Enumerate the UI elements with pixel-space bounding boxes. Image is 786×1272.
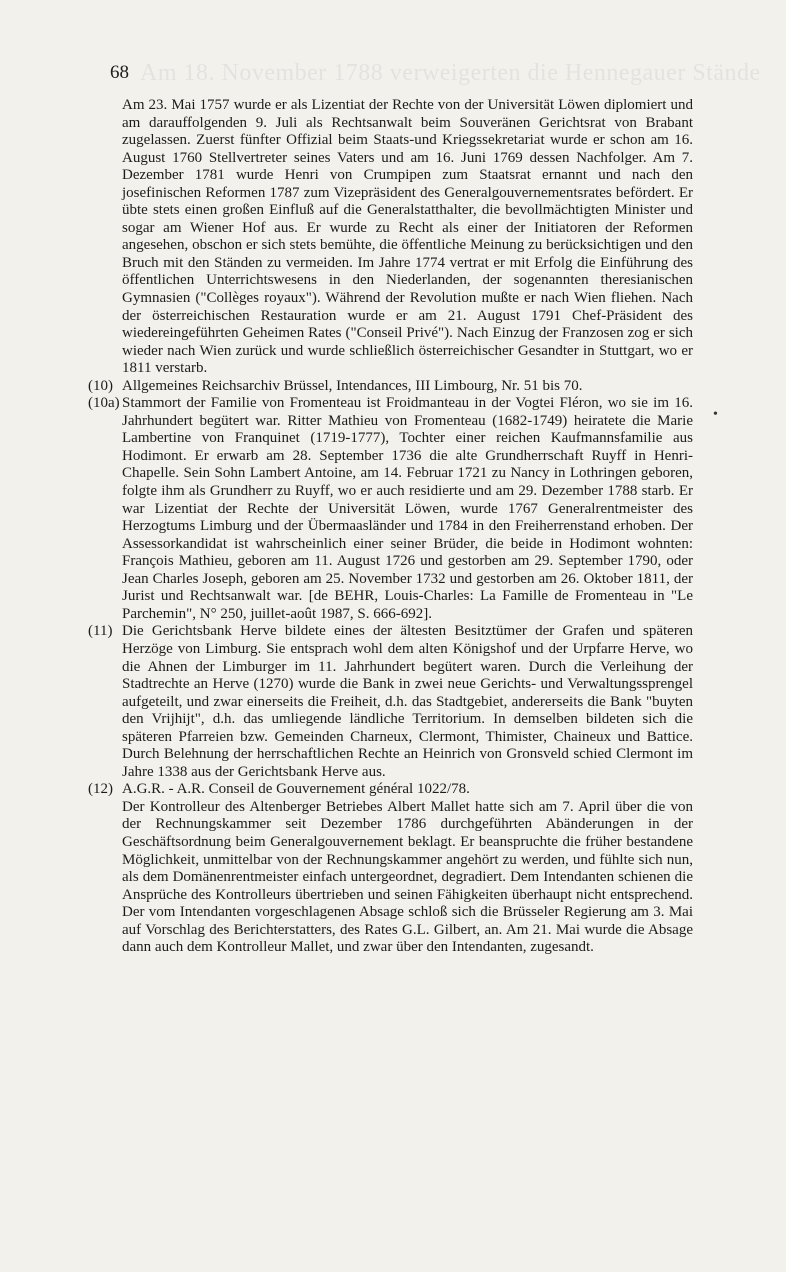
footnote-label: (10a) — [88, 395, 120, 412]
footnote-source: A.G.R. - A.R. Conseil de Gouvernement général 1022/78. — [122, 781, 470, 798]
footnote-label: (12) — [88, 781, 113, 798]
footnote-text: Stammort der Familie von Fromenteau ist Froidmanteau in der Vogtei Fléron, wo sie im 16. Jahrhundert begütert war. Ritter Mathieu von Fromenteau (1682-1749) heiratete die Marie Lambertine von Franquinet (1719-1777), Tochter einer reichen Kaufmannsfamilie aus Hodimont. Er erwarb am 28. September 1736 die alte Grundherrschaft Ruyff in Henri-Chapelle. Sein Sohn Lambert Antoine, am 14. Februar 1721 zu Nancy in Lothringen geboren, folgte ihm als Grundherr zu Ruyff, wo er auch residierte und am 29. Dezember 1788 starb. Er war Lizentiat der Rechte der Universität Löwen, wurde 1767 Generalrentmeister des Herzogtums Limburg und der Übermaasländer und 1784 in den Freiherrenstand erhoben. Der Assessorkandidat ist wahrscheinlich einer seiner Brüder, die beide in Hodimont wohnten: François Mathieu, geboren am 11. August 1726 und gestorben am 29. September 1790, oder Jean Charles Joseph, geboren am 25. November 1732 und gestorben am 26. Oktober 1811, der Jurist und Rechtsanwalt war. [de BEHR, Louis-Charles: La Famille de Fromenteau in "Le Parchemin", N° 250, juillet-août 1987, S. 666-692]. — [122, 395, 693, 622]
footnote-10 — [88, 378, 693, 396]
footnote-10a — [88, 395, 693, 623]
footnote-12 — [88, 781, 693, 956]
margin-dot: • — [713, 407, 718, 422]
bleed-through-text: Am 18. November 1788 verweigerten die Hennegauer Stände — [140, 60, 761, 86]
footnote-text: Allgemeines Reichsarchiv Brüssel, Intendances, III Limbourg, Nr. 51 bis 70. — [122, 377, 583, 394]
footnote-text: Der Kontrolleur des Altenberger Betriebes Albert Mallet hatte sich am 7. April über die von der Rechnungskammer seit Dezember 1786 durchgeführten Abänderungen in der Geschäftsordnung beim Generalgouvernement beklagt. Er beanspruchte die früher bestandene Möglichkeit, unmittelbar von der Rechnungskammer angehört zu werden, und fühlte sich nun, als dem Domänenrentmeister einfach untergeordnet, degradiert. Dem Intendanten schienen die Ansprüche des Kontrolleurs übertrieben und seinen Fähigkeiten überhaupt nicht entsprechend. Der vom Intendanten vorgeschlagenen Absage schloß sich die Brüsseler Regierung am 3. Mai auf Vorschlag des Berichterstatters, des Rates G.L. Gilbert, an. Am 21. Mai wurde die Absage dann auch dem Kontrolleur Mallet, und zwar über den Intendanten, zugesandt. — [122, 798, 693, 956]
page-number: 68 — [110, 62, 129, 83]
intro-paragraph: Am 23. Mai 1757 wurde er als Lizentiat der Rechte von der Universität Löwen diplomiert und am darauffolgenden 9. Juli als Rechtsanwalt beim Souveränen Gerichtsrat von Brabant zugelassen. Zuerst fünfter Offizial beim Staats-und Kriegssekretariat wurde er schon am 16. August 1760 Stellvertreter seines Vaters und am 16. Juni 1769 dessen Nachfolger. Am 7. Dezember 1781 wurde Henri von Crumpipen zum Staatsrat ernannt und nach den josefinischen Reformen 1787 zum Vizepräsident des Generalgouvernementsrates befördert. Er übte stets einen großen Einfluß auf die Generalstatthalter, die bevollmächtigten Minister und sogar am Wiener Hof aus. Er wurde zu Recht als einer der Initiatoren der Reformen angesehen, obschon er sich stets bemühte, die öffentliche Meinung zu berücksichtigen und den Bruch mit den Ständen zu vermeiden. Im Jahre 1774 vertrat er mit Erfolg die Einführung des öffentlichen Unterrichtswesens in den Niederlanden, der sogenannten theresianischen Gymnasien ("Collèges royaux"). Während der Revolution mußte er nach Wien fliehen. Nach der österreichischen Restauration wurde er am 21. August 1791 Chef-Präsident des wiedereingeführten Geheimen Rates ("Conseil Privé"). Nach Einzug der Franzosen zog er sich wieder nach Wien zurück und wurde schließlich österreichischer Gesandter in Stuttgart, wo er 1811 verstarb. — [122, 97, 693, 377]
footnote-text: Die Gerichtsbank Herve bildete eines der ältesten Besitztümer der Grafen und späteren Herzöge von Limburg. Sie entsprach wohl dem alten Königshof und der Urpfarre Herve, wo die Ahnen der Limburger im 11. Jahrhundert begütert waren. Durch die Verleihung der Stadtrechte an Herve (1270) wurde die Bank in zwei neue Gerichts- und Verwaltungssprengel aufgeteilt, und zwar einerseits die Freiheit, d.h. das Stadtgebiet, andererseits die Bank "buyten den Vrijhijt", d.h. das umliegende ländliche Territorium. In demselben bildeten sich die späteren Pfarreien bzw. Gemeinden Charneux, Clermont, Thimister, Chaineux und Battice. Durch Belehnung der herrschaftlichen Rechte an Heinrich von Gronsveld schied Clermont im Jahre 1338 aus der Gerichtsbank Herve aus. — [122, 623, 693, 780]
footnote-label: (11) — [88, 623, 113, 640]
footnote-label: (10) — [88, 377, 113, 394]
footnote-11 — [88, 623, 693, 781]
page-body — [88, 97, 693, 957]
